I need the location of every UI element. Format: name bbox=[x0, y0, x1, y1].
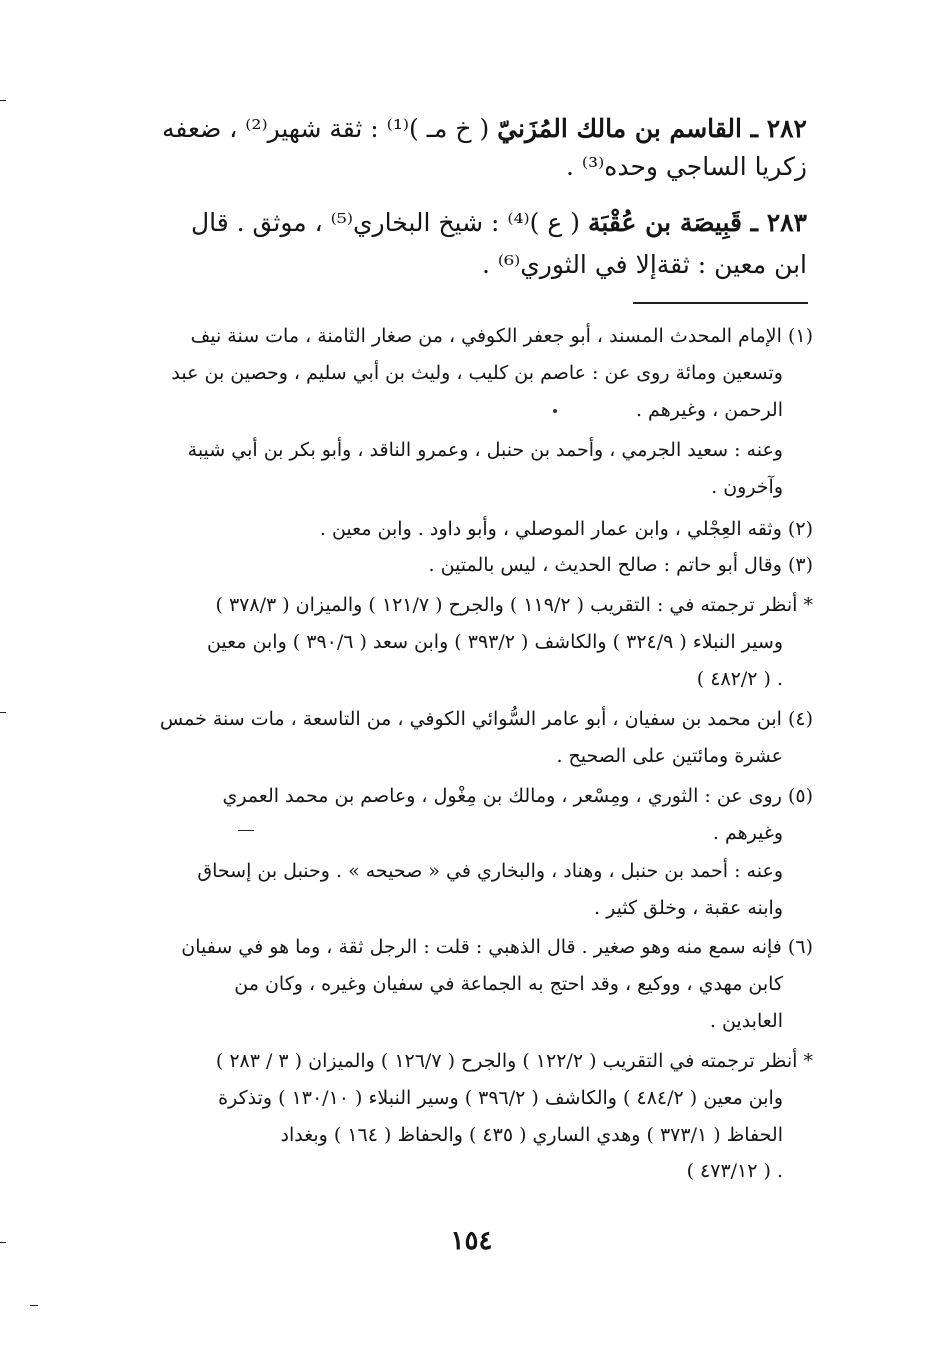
footnote-1-line-3: الرحمن ، وغيرهم . bbox=[635, 399, 783, 421]
footnote-6-line-2: كابن مهدي ، ووكيع ، وقد احتج به الجماعة في سفيان وغيره ، وكان من bbox=[234, 973, 783, 995]
scan-mark bbox=[30, 1305, 38, 1306]
footnote-5-line-1: (٥) روى عن : الثوري ، ومِسْعر ، ومالك بن مِغْول ، وعاصم بن محمد العمري bbox=[222, 785, 813, 807]
footnote-5-line-2: وغيرهم . bbox=[712, 822, 783, 844]
entry-282-heading: ٢٨٢ ـ القاسم بن مالك المُزَنيّ bbox=[497, 114, 807, 143]
footnote-3: (٣) وقال أبو حاتم : صالح الحديث ، ليس بالمتين . bbox=[428, 554, 813, 576]
footnote-4-line-1: (٤) ابن محمد بن سفيان ، أبو عامر السُّوائي الكوفي ، من التاسعة ، مات سنة خمس bbox=[159, 708, 813, 730]
reference-1-line-2: وسير النبلاء ( ٣٢٤/٩ ) والكاشف ( ٣٩٣/٢ ) وابن سعد ( ٣٩٠/٦ ) وابن معين bbox=[206, 631, 783, 653]
reference-2-line-1: * أنظر ترجمته في التقريب ( ١٢٢/٢ ) والجرح ( ١٢٦/٧ ) والميزان ( ٣ / ٢٨٣ ) bbox=[215, 1050, 813, 1072]
entry-282-line-2: زكريا الساجي وحده⁽³⁾ . bbox=[566, 152, 807, 181]
entry-283-text: ( ع )⁽⁴⁾ : شيخ البخاري⁽⁵⁾ ، موثق . قال bbox=[190, 208, 588, 237]
footnote-2: (٢) وثقه العِجْلي ، وابن عمار الموصلي ، وأبو داود . وابن معين . bbox=[319, 518, 813, 540]
footnote-5-line-3: وعنه : أحمد بن حنبل ، وهناد ، والبخاري في « صحيحه » . وحنبل بن إسحاق bbox=[197, 860, 783, 882]
footnote-6-line-1: (٦) فإنه سمع منه وهو صغير . قال الذهبي : قلت : الرجل ثقة ، وما هو في سفيان bbox=[181, 936, 813, 958]
reference-2-line-2: وابن معين ( ٤٨٤/٢ ) والكاشف ( ٣٩٦/٢ ) وسير النبلاء ( ١٣٠/١٠ ) وتذكرة bbox=[218, 1087, 783, 1109]
footnote-1-line-5: وآخرون . bbox=[711, 476, 783, 498]
scan-mark bbox=[0, 1242, 6, 1243]
reference-1-line-1: * أنظر ترجمته في : التقريب ( ١١٩/٢ ) والجرح ( ١٢١/٧ ) والميزان ( ٣٧٨/٣ ) bbox=[215, 594, 813, 616]
entry-283-heading: ٢٨٣ ـ قَبِيصَة بن عُقْبَة bbox=[587, 208, 807, 237]
scan-mark bbox=[238, 830, 254, 831]
page-number: ١٥٤ bbox=[450, 1226, 493, 1256]
scan-dot bbox=[553, 409, 557, 413]
entry-282-text: ( خ مـ )⁽¹⁾ : ثقة شهير⁽²⁾ ، ضعفه bbox=[161, 114, 498, 143]
footnote-separator bbox=[633, 302, 808, 304]
footnote-4-line-2: عشرة ومائتين على الصحيح . bbox=[556, 745, 783, 767]
scan-mark bbox=[0, 712, 6, 713]
footnote-1-line-4: وعنه : سعيد الجرمي ، وأحمد بن حنبل ، وعمرو الناقد ، وأبو بكر بن أبي شيبة bbox=[187, 439, 783, 461]
reference-2-line-3: الحفاظ ( ٣٧٣/١ ) وهدي الساري ( ٤٣٥ ) والحفاظ ( ١٦٤ ) وبغداد bbox=[280, 1124, 783, 1146]
reference-2-line-4: ( ٤٧٣/١٢ ) . bbox=[686, 1160, 783, 1182]
footnote-5-line-4: وابنه عقبة ، وخلق كثير . bbox=[594, 897, 783, 919]
entry-283-line-1 bbox=[191, 208, 807, 238]
scan-mark bbox=[0, 100, 6, 101]
entry-283-line-2: ابن معين : ثقةإلا في الثوري⁽⁶⁾ . bbox=[482, 250, 807, 279]
entry-282-line-1 bbox=[162, 114, 807, 144]
reference-1-line-3: ( ٤٨٢/٢ ) . bbox=[696, 668, 783, 690]
footnote-1-line-2: وتسعين ومائة روى عن : عاصم بن كليب ، وليث بن أبي سليم ، وحصين بن عبد bbox=[171, 362, 783, 384]
footnote-6-line-3: العابدين . bbox=[709, 1010, 783, 1032]
footnote-1-line-1: (١) الإمام المحدث المسند ، أبو جعفر الكوفي ، من صغار الثامنة ، مات سنة نيف bbox=[190, 325, 813, 347]
